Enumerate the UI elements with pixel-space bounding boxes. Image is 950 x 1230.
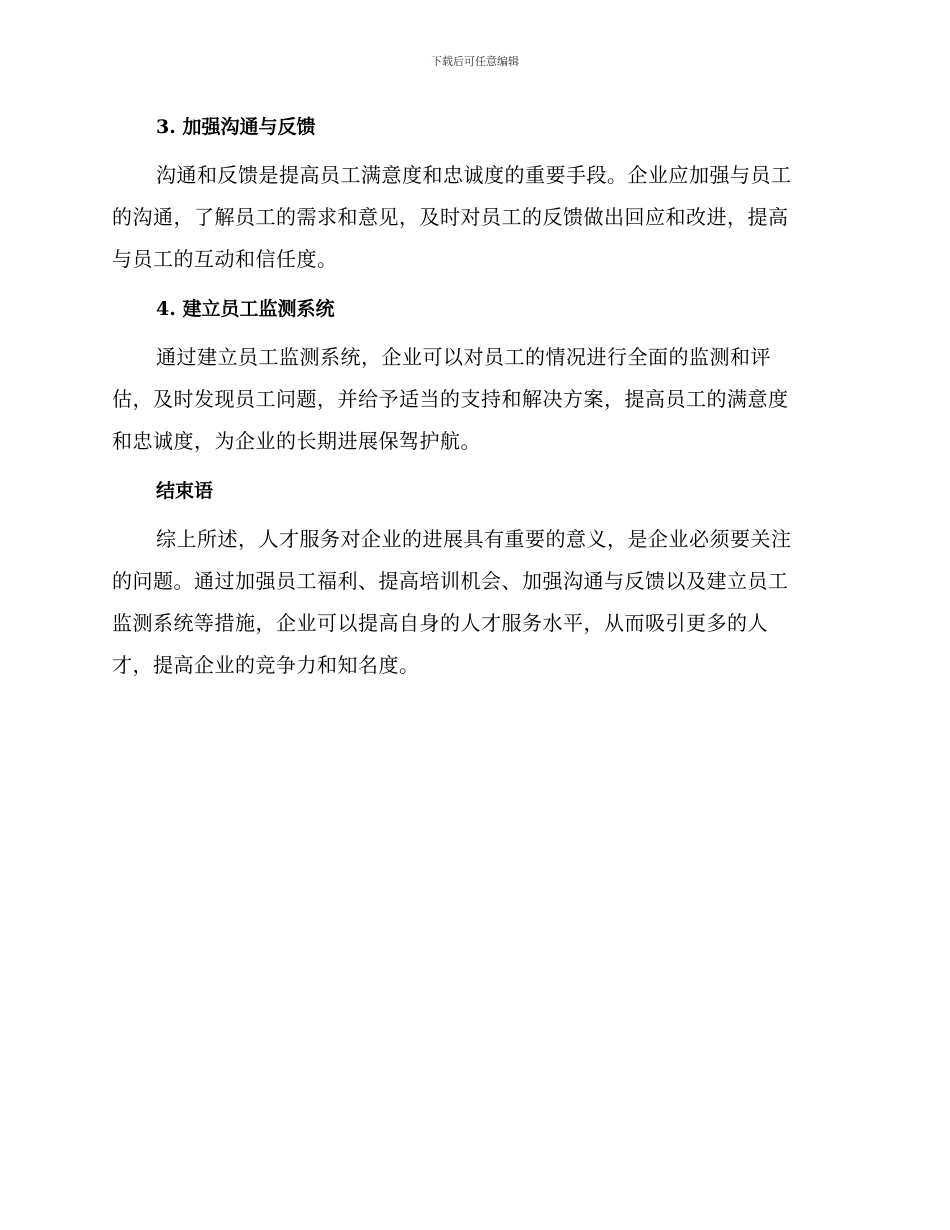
- paragraph-line: 才，提高企业的竞争力和知名度。: [112, 653, 420, 677]
- paragraph-line: 监测系统等措施，企业可以提高自身的人才服务水平，从而吸引更多的人: [112, 611, 768, 635]
- paragraph-line: 估，及时发现员工问题，并给予适当的支持和解决方案，提高员工的满意度: [112, 387, 789, 411]
- paragraph-line: 沟通和反馈是提高员工满意度和忠诚度的重要手段。企业应加强与员工: [156, 163, 792, 187]
- section-heading-conclusion: 结束语: [156, 480, 214, 502]
- section-heading-communication: 3. 加强沟通与反馈: [156, 116, 316, 138]
- paragraph-line: 综上所述，人才服务对企业的进展具有重要的意义，是企业必须要关注: [156, 527, 792, 551]
- paragraph-line: 的沟通，了解员工的需求和意见，及时对员工的反馈做出回应和改进，提高: [112, 205, 789, 229]
- paragraph-line: 的问题。通过加强员工福利、提高培训机会、加强沟通与反馈以及建立员工: [112, 569, 789, 593]
- document-body: [112, 112, 832, 700]
- section-paragraph-communication: [112, 154, 832, 280]
- paragraph-line: 和忠诚度，为企业的长期进展保驾护航。: [112, 429, 481, 453]
- section-heading-monitoring: 4. 建立员工监测系统: [156, 298, 335, 320]
- paragraph-line: 与员工的互动和信任度。: [112, 247, 338, 271]
- section-paragraph-monitoring: [112, 336, 832, 462]
- section-paragraph-conclusion: [112, 518, 832, 686]
- header-note: 下载后可任意编辑: [431, 55, 519, 68]
- paragraph-line: 通过建立员工监测系统，企业可以对员工的情况进行全面的监测和评: [156, 345, 771, 369]
